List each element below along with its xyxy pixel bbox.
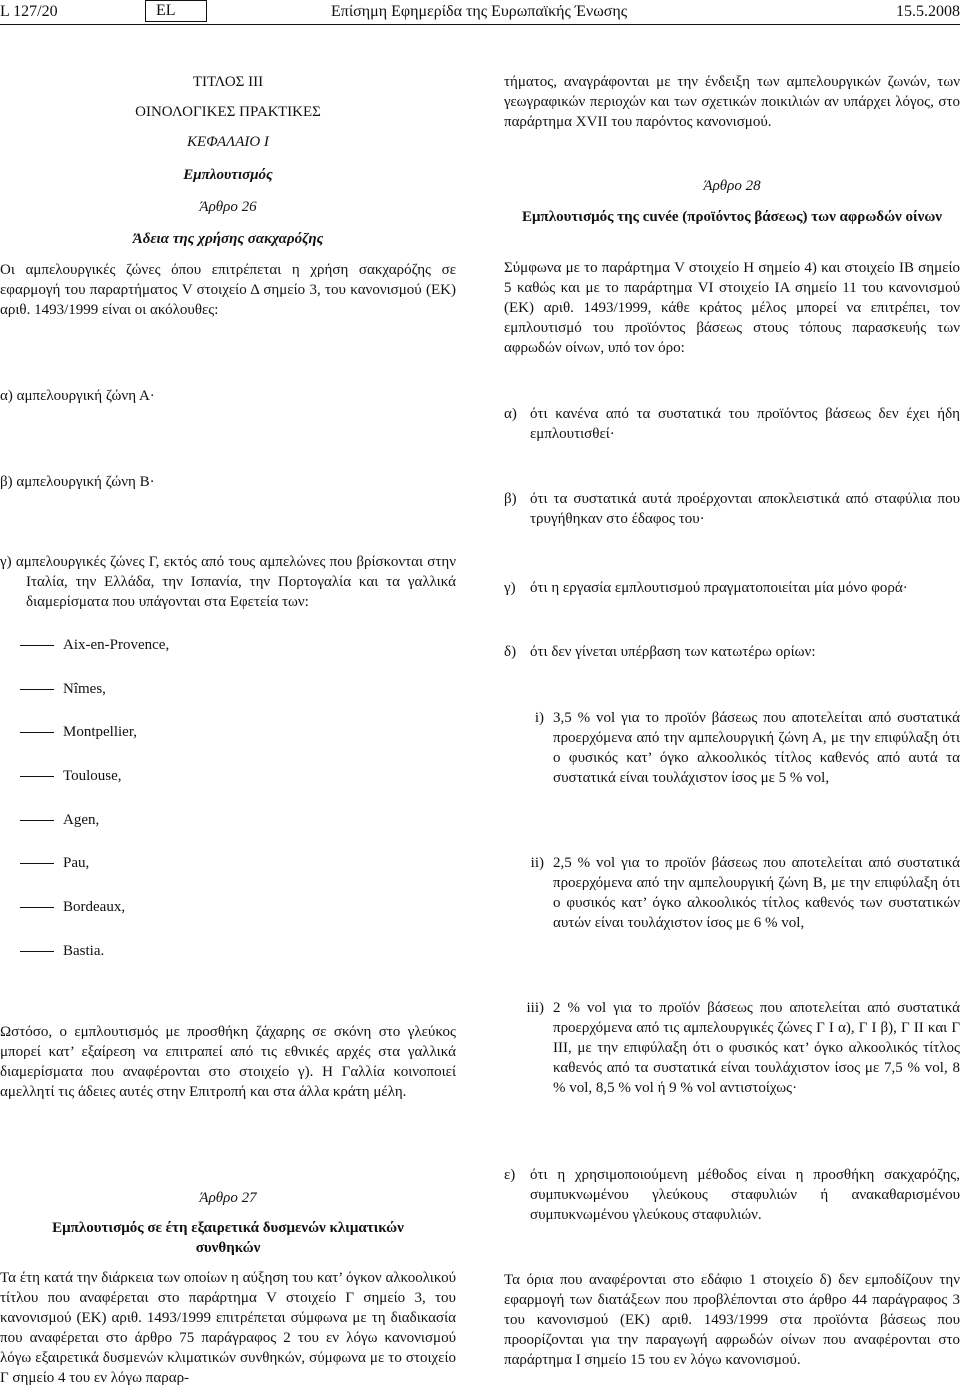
zone-item-c: γ) αμπελουργικές ζώνες Γ, εκτός από τους αμπελώνες που βρίσκονται στην Ιταλία, την Ελλάδα, την Ισπανία, την Πορτογαλία και τα γαλλικά διαμερίσματα που υπάγονται στα Εφετεία των: [0,554,456,610]
condition-d-label: δ) [504,644,517,660]
article-26-intro: Οι αμπελουργικές ζώνες όπου επιτρέπεται η χρήση σακχαρόζης σε εφαρμογή του παραρτήματος V στοιχείο Δ σημείο 3, του κανονισμού (ΕΚ) αριθ. 1493/1999 είναι οι ακόλουθες: [0,262,456,318]
subitem-ii: 2,5 % vol για το προϊόν βάσεως που αποτελείται από συστατικά προερχόμενα από την αμπελουργική ζώνη Β, με την επιφύλαξη ότι ο φυσικός κατ’ όγκο αλκοολικός τίτλος καθενός των συστατικών αυτών είναι τουλάχιστον ίσος με 6 % vol, [553,855,960,931]
place-item: Agen, [20,810,99,830]
zone-item-a: α) αμπελουργική ζώνη Α· [0,388,155,404]
title-heading: ΤΙΤΛΟΣ III [192,74,264,90]
header-rule [0,24,960,25]
chapter-heading: ΚΕΦΑΛΑΙΟ I [187,134,269,150]
derogation-paragraph: Ωστόσο, ο εμπλουτισμός με προσθήκη ζάχαρης σε σκόνη στο γλεύκος μπορεί κατ’ εξαίρεση να επιτραπεί από τις εθνικές αρχές στα γαλλικά διαμερίσματα που αναφέρονται στο στοιχείο γ). Η Γαλλία κοινοποιεί αμελλητί τις άδειες αυτές στην Επιτροπή και στα άλλα κράτη μέλη. [0,1024,456,1100]
subitem-ii-label: ii) [530,855,544,871]
condition-a: ότι κανένα από τα συστατικά του προϊόντος βάσεως δεν έχει ήδη εμπλουτισθεί· [530,406,960,442]
condition-a-label: α) [504,406,517,422]
page-header [0,0,960,26]
place-item: Pau, [20,853,89,873]
final-paragraph: Τα όρια που αναφέρονται στο εδάφιο 1 στοιχείο δ) δεν εμποδίζουν την εφαρμογή των διατάξεων που προβλέπονται στο άρθρο 44 παράγραφος 3 του κανονισμού (ΕΚ) αριθ. 1493/1999 στα προϊόντα βάσεως που προορίζονται για την παραγωγή αφρωδών οίνων που αναφέρονται στο παράρτημα I σημείο 15 του εν λόγω κανονισμού. [504,1272,960,1368]
language-badge: EL [145,0,207,22]
article-26-title: Άδεια της χρήσης σακχαρόζης [132,231,324,247]
condition-b: ότι τα συστατικά αυτά προέρχονται αποκλειστικά από σταφύλια που τρυγήθηκαν στο έδαφος του· [530,491,960,527]
place-item: Aix-en-Provence, [20,635,169,655]
condition-d: ότι δεν γίνεται υπέρβαση των κατωτέρω ορίων: [530,644,816,660]
chapter-title: Εμπλουτισμός [183,167,273,183]
subitem-i: 3,5 % vol για το προϊόν βάσεως που αποτελείται από συστατικά προερχόμενα από την αμπελουργική ζώνη Α, με την επιφύλαξη ότι ο φυσικός κατ’ όγκο αλκοολικός τίτλος καθενός από αυτά τα συστατικά είναι τουλάχιστον ίσος με 5 % vol, [553,710,960,786]
issue-number: L 127/20 [0,3,58,20]
place-item: Nîmes, [20,679,106,699]
article-28-title: Εμπλουτισμός της cuvée (προϊόντος βάσεως) των αφρωδών οίνων [522,209,942,225]
subitem-i-label: i) [534,710,544,726]
condition-e-label: ε) [504,1167,516,1183]
place-item: Toulouse, [20,766,122,786]
article-27-title: Εμπλουτισμός σε έτη εξαιρετικά δυσμενών κλιματικών συνθηκών [52,1220,404,1256]
subtitle-heading: ΟΙΝΟΛΟΓΙΚΕΣ ΠΡΑΚΤΙΚΕΣ [135,104,321,120]
condition-b-label: β) [504,491,517,507]
article-28-label: Άρθρο 28 [703,178,761,194]
condition-c-label: γ) [504,580,516,596]
zone-item-b: β) αμπελουργική ζώνη Β· [0,474,155,490]
place-item: Bordeaux, [20,897,125,917]
article-26-label: Άρθρο 26 [199,199,257,215]
condition-e: ότι η χρησιμοποιούμενη μέθοδος είναι η προσθήκη σακχαρόζης, συμπυκνωμένου γλεύκους σταφυλιών ή ανακαθαρισμένου συμπυκνωμένου γλεύκους σταφυλιών. [530,1167,960,1223]
continuation-paragraph: τήματος, αναγράφονται με την ένδειξη των αμπελουργικών ζωνών, των γεωγραφικών περιοχών και των σχετικών ποικιλιών αν υπάρχει λόγος, στο παράρτημα XVII του παρόντος κανονισμού. [504,74,960,130]
article-27-text: Τα έτη κατά την διάρκεια των οποίων η αύξηση του κατ’ όγκον αλκοολικού τίτλου που αναφέρεται στο παράρτημα V στοιχείο Γ σημείο 3, του κανονισμού (ΕΚ) αριθ. 1493/1999 επιτρέπεται σύμφωνα με τη διαδικασία που αναφέρεται στο άρθρο 75 παράγραφος 2 του εν λόγω κανονισμού λόγω εξαιρετικά δυσμενών κλιματικών συνθηκών, σύμφωνα με το στοιχείο Γ σημείο 4 του εν λόγω παραρ- [0,1270,456,1386]
article-27-label: Άρθρο 27 [199,1190,257,1206]
place-item: Bastia. [20,941,104,961]
subitem-iii: 2 % vol για το προϊόν βάσεως που αποτελείται από συστατικά προερχόμενα από τις αμπελουργικές ζώνες Γ I α), Γ I β), Γ II και Γ III, με την επιφύλαξη ότι ο φυσικός κατ’ όγκο αλκοολικός τίτλος καθενός από τα συστατικά είναι τουλάχιστον ίσος με 7,5 % vol, 8 % vol, 8,5 % vol ή 9 % vol αντιστοίχως· [553,1000,960,1096]
issue-date: 15.5.2008 [896,3,960,20]
article-28-intro: Σύμφωνα με το παράρτημα V στοιχείο Η σημείο 4) και στοιχείο ΙΒ σημείο 5 καθώς και με το παράρτημα VI στοιχείο ΙΑ σημείο 11 του κανονισμού (ΕΚ) αριθ. 1493/1999, κάθε κράτος μέλος μπορεί να επιτρέπει, τον εμπλουτισμό του προϊόντος βάσεως στους τόπους παρασκευής των αφρωδών οίνων, υπό τον όρο: [504,260,960,356]
place-item: Montpellier, [20,722,137,742]
subitem-iii-label: iii) [526,1000,544,1016]
journal-title: Επίσημη Εφημερίδα της Ευρωπαϊκής Ένωσης [331,3,628,20]
condition-c: ότι η εργασία εμπλουτισμού πραγματοποιείται μία μόνο φορά· [530,580,908,596]
